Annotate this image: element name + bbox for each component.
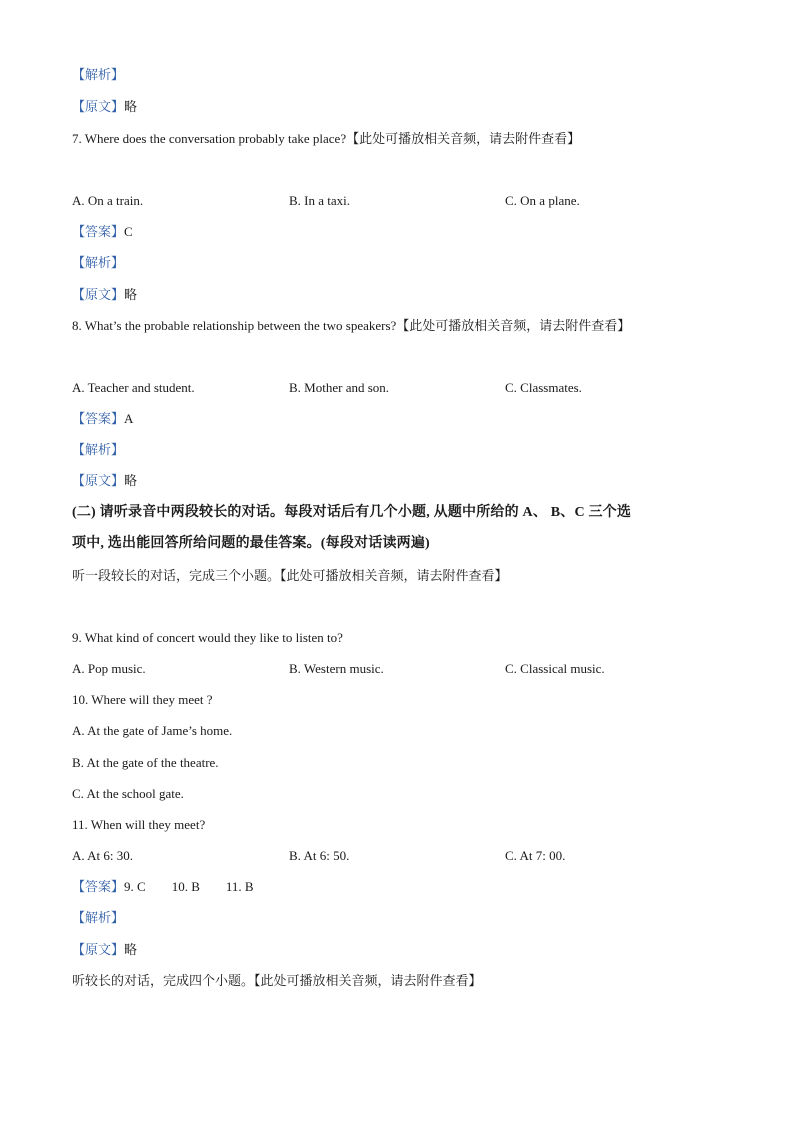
question-9: 9. What kind of concert would they like to listen to? (72, 630, 343, 645)
q11-option-a: A. At 6: 30. (72, 848, 134, 863)
section-intro: 听一段较长的对话，完成三个小题。【此处可播放相关音频，请去附件查看】 (72, 568, 508, 583)
answers-9-11-line (72, 878, 254, 896)
analysis-tag: 【解析】 (72, 442, 125, 457)
q10-option-c: C. At the school gate. (72, 786, 184, 801)
answer-11: 11. B (225, 879, 254, 894)
q9-option-c: C. Classical music. (505, 661, 605, 676)
q7-answer: C (124, 224, 133, 239)
answer-tag: 【答案】 (72, 411, 125, 426)
q8-option-b: B. Mother and son. (289, 380, 390, 395)
question-11: 11. When will they meet? (72, 817, 206, 832)
original-text: 略 (124, 99, 138, 114)
q10-option-a: A. At the gate of Jame’s home. (72, 723, 233, 738)
q9-option-a: A. Pop music. (72, 661, 146, 676)
analysis-label (72, 66, 124, 84)
analysis-tag: 【解析】 (72, 910, 125, 925)
q7-option-c: C. On a plane. (505, 193, 580, 208)
q8-answer-line (72, 410, 133, 428)
analysis-tag: 【解析】 (72, 255, 125, 270)
original-tag: 【原文】 (72, 287, 125, 302)
answers-9-11-analysis-line (72, 909, 124, 927)
section-heading-line-2: 项中, 选出能回答所给问题的最佳答案。(每段对话读两遍) (72, 536, 430, 551)
q11-option-c: C. At 7: 00. (505, 848, 566, 863)
original-text: 略 (124, 942, 138, 957)
original-tag: 【原文】 (72, 99, 125, 114)
answer-10: 10. B (171, 879, 200, 894)
next-dialogue-intro: 听较长的对话，完成四个小题。【此处可播放相关音频，请去附件查看】 (72, 973, 482, 988)
answers-9-11-original-line (72, 941, 137, 959)
answer-9: 9. C (124, 879, 146, 894)
analysis-tag: 【解析】 (72, 67, 125, 82)
question-7: 7. Where does the conversation probably take place?【此处可播放相关音频，请去附件查看】 (72, 131, 581, 146)
q8-analysis-line (72, 441, 124, 459)
question-8: 8. What’s the probable relationship between the two speakers?【此处可播放相关音频，请去附件查看】 (72, 318, 631, 333)
q7-option-a: A. On a train. (72, 193, 144, 208)
q8-original-line (72, 472, 137, 490)
question-10: 10. Where will they meet ? (72, 692, 213, 707)
q8-option-a: A. Teacher and student. (72, 380, 195, 395)
q11-option-b: B. At 6: 50. (289, 848, 350, 863)
original-tag: 【原文】 (72, 942, 125, 957)
q10-option-b: B. At the gate of the theatre. (72, 755, 219, 770)
q8-option-c: C. Classmates. (505, 380, 582, 395)
original-tag: 【原文】 (72, 473, 125, 488)
section-heading-line-1: (二) 请听录音中两段较长的对话。每段对话后有几个小题, 从题中所给的 A、 B、C 三个选 (72, 505, 632, 520)
q9-option-b: B. Western music. (289, 661, 384, 676)
original-text: 略 (124, 473, 138, 488)
q7-answer-line (72, 223, 133, 241)
q7-option-b: B. In a taxi. (289, 193, 351, 208)
original-text-line (72, 98, 137, 116)
q7-analysis-line (72, 254, 124, 272)
answer-tag: 【答案】 (72, 879, 125, 894)
q8-answer: A (124, 411, 134, 426)
answer-tag: 【答案】 (72, 224, 125, 239)
original-text: 略 (124, 287, 138, 302)
q7-original-line (72, 286, 137, 304)
